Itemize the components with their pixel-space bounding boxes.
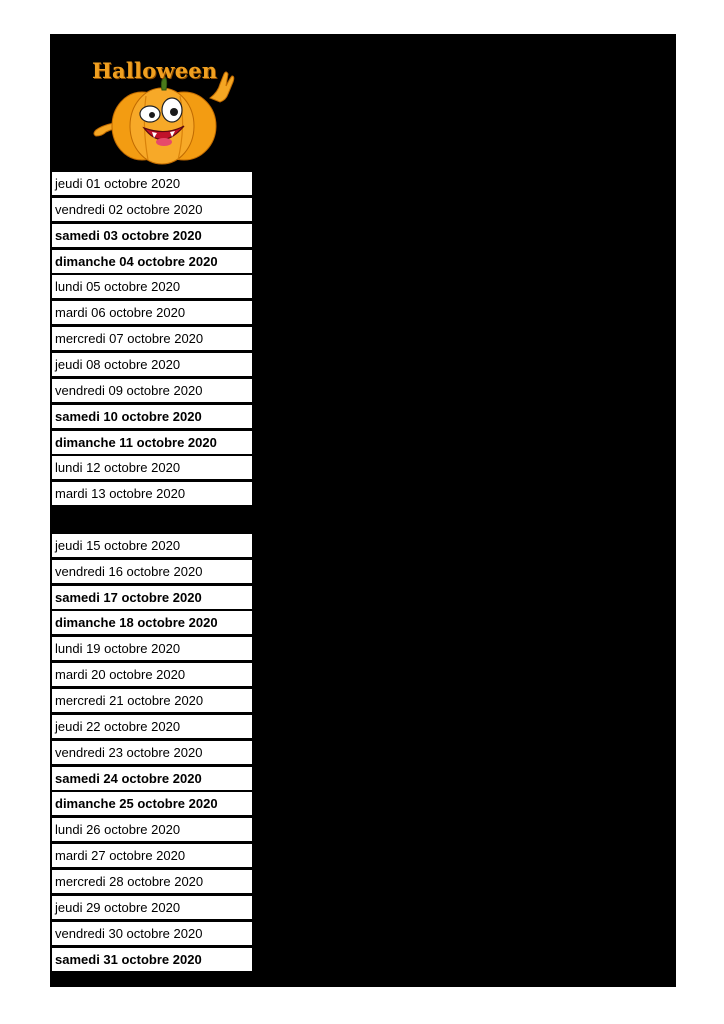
date-row: mardi 13 octobre 2020 xyxy=(52,482,252,505)
date-row: samedi 03 octobre 2020 xyxy=(52,224,252,247)
date-row: dimanche 11 octobre 2020 xyxy=(52,431,252,454)
date-row: dimanche 25 octobre 2020 xyxy=(52,792,252,815)
halloween-title: Halloween xyxy=(92,58,218,83)
date-row: samedi 17 octobre 2020 xyxy=(52,586,252,609)
date-row: vendredi 30 octobre 2020 xyxy=(52,922,252,945)
date-row: jeudi 08 octobre 2020 xyxy=(52,353,252,376)
date-row: jeudi 29 octobre 2020 xyxy=(52,896,252,919)
date-row: mardi 20 octobre 2020 xyxy=(52,663,252,686)
date-row: mercredi 28 octobre 2020 xyxy=(52,870,252,893)
date-row: vendredi 02 octobre 2020 xyxy=(52,198,252,221)
date-row: mercredi 21 octobre 2020 xyxy=(52,689,252,712)
date-row: lundi 12 octobre 2020 xyxy=(52,456,252,479)
date-row: mardi 06 octobre 2020 xyxy=(52,301,252,324)
date-row: dimanche 04 octobre 2020 xyxy=(52,250,252,273)
date-row: lundi 19 octobre 2020 xyxy=(52,637,252,660)
date-row: samedi 24 octobre 2020 xyxy=(52,767,252,790)
date-row: samedi 10 octobre 2020 xyxy=(52,405,252,428)
date-row: dimanche 18 octobre 2020 xyxy=(52,611,252,634)
date-row: vendredi 23 octobre 2020 xyxy=(52,741,252,764)
date-row: mercredi 07 octobre 2020 xyxy=(52,327,252,350)
date-row: vendredi 16 octobre 2020 xyxy=(52,560,252,583)
date-row: jeudi 22 octobre 2020 xyxy=(52,715,252,738)
date-row: vendredi 09 octobre 2020 xyxy=(52,379,252,402)
date-row: samedi 31 octobre 2020 xyxy=(52,948,252,971)
date-row: mardi 27 octobre 2020 xyxy=(52,844,252,867)
date-row: lundi 05 octobre 2020 xyxy=(52,275,252,298)
date-row: lundi 26 octobre 2020 xyxy=(52,818,252,841)
date-row: jeudi 15 octobre 2020 xyxy=(52,534,252,557)
date-row: jeudi 01 octobre 2020 xyxy=(52,172,252,195)
